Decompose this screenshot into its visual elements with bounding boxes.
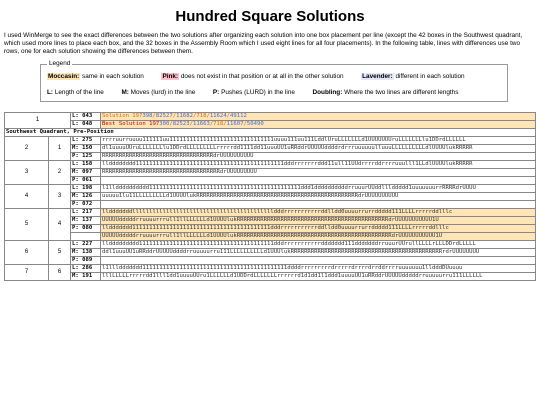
table-row xyxy=(5,201,536,209)
line-label: M: 137 xyxy=(71,217,101,225)
legend-l-text: Length of the line xyxy=(54,89,104,96)
legend-pink-label: Pink: xyxy=(162,73,179,80)
row-number: 6 xyxy=(5,241,49,265)
legend-p-text: Pushes (LURD) in the line xyxy=(221,89,295,96)
table-row xyxy=(5,241,536,249)
move-sequence: UUUUUdddddrruuuurrrull1llLLLLLLd1UUUUlukRRRRRRRRRRRRRRRRRRRRRRRRRRRRRRRRRRRRRRRRRRRRRRdrUUUUUUUUUUU1U xyxy=(101,233,536,241)
move-sequence: lllLLLLLrrrrrdd1lll1dd1uuuuUUru1LLLLLLd1UDDrdLLLLLLLrrrrrrd1d1dd1l1ddd1uuuuUU1uRRddrUUUUUdddddrruuuuurru111LLLLLL xyxy=(101,273,536,281)
intro-paragraph: I used WinMerge to see the exact differences between the two solutions after organizing each solution into one box placement per line (except the 42 boxes in the Southwest quadrant, which used more lines to place each box, and the 32 boxes in the Assembly Room which I used eight lines for all four placements). In the following table, lines with differences use two rows, one for each solution showing the differences between them. xyxy=(4,32,523,55)
line-label: P: 072 xyxy=(71,201,101,209)
table-row xyxy=(5,193,536,201)
table-row xyxy=(5,249,536,257)
table-row xyxy=(5,137,536,145)
line-label: P: 125 xyxy=(71,153,101,161)
page-title: Hundred Square Solutions xyxy=(175,8,365,25)
legend-lavender-label: Lavender: xyxy=(362,73,393,80)
table-row xyxy=(5,225,536,233)
legend-moccasin-text: same in each solution xyxy=(82,73,144,80)
legend-l-key: L: xyxy=(47,89,54,96)
legend-title: Legend xyxy=(49,60,71,67)
legend-doubling-key: Doubling: xyxy=(312,89,343,96)
table-row xyxy=(5,113,536,121)
solution-line: Solution 197398/82527/11682/718/11624/49112 xyxy=(101,113,536,121)
move-sequence: RRRRRRRRRRRRRRRRRRRRRRRRRRRRRRRRRRRdrUUUUUUUUU xyxy=(101,169,536,177)
box-number: 5 xyxy=(49,241,71,265)
move-sequence: llddddddd11111111111111111111111111111111111111111dddrrrrrrrrrrrddlldd0uuuurrurrddddd111LLLLrrrrrddlllc xyxy=(101,225,536,233)
box-number: 4 xyxy=(49,209,71,241)
line-label: M: 097 xyxy=(71,169,101,177)
table-row xyxy=(5,217,536,225)
move-sequence: rrrruurruuuu111111uu1111111111111111111111111111111uuuu111uu111LddlUruLLLLLLLd1UUUUUUUruLLLLLLLlu1DDrdLLLLLL xyxy=(101,137,536,145)
row-number: 4 xyxy=(5,185,49,209)
table-row xyxy=(5,161,536,169)
table-row xyxy=(5,265,536,273)
line-label: L: 043 xyxy=(71,113,101,121)
move-sequence: dl1uuuuUUruLLLLLLLlu1DDrdLLLLLLLLLrrrrrdd1111dd11uuuUU1uRRddrUUUUUddddrdrrruuuuuulluuuLLLLLLLLLLdlUUUUlukRRRRR xyxy=(101,145,536,153)
move-sequence: lldddddddd11111111111111111111111111111111111111111111dddrrrrrrrddd11ull11UUdrrrrddrrrruuulll1LLdlUUUUlukRRRRR xyxy=(101,161,536,169)
box-number: 1 xyxy=(49,137,71,161)
legend-keys-row xyxy=(47,89,458,96)
line-label: L: 217 xyxy=(71,209,101,217)
table-row xyxy=(5,185,536,193)
legend-m-text: Moves (lurd) in the line xyxy=(130,89,196,96)
move-sequence: l1lllddddddd1111111111111111111111111111111111111111111ddddrrrrrrrrrdrrrrrdrrrrdrrddrrrruuuuuuu1lldddDUuuuu xyxy=(101,265,536,273)
legend-box xyxy=(40,60,508,102)
line-label: P: 061 xyxy=(71,177,101,185)
line-label: L: 286 xyxy=(71,265,101,273)
move-sequence: ddl1uuuUU1uRRddrUUUUUddddrruuuuurru111LLLLLLLLLLd1UUUlukRRRRRRRRRRRRRRRRRRRRRRRRRRRRRRRRRRRRRRRRRRRRRrdrUUUUUUUU xyxy=(101,249,536,257)
line-label: P: 080 xyxy=(71,225,101,233)
table-row xyxy=(5,209,536,217)
table-row xyxy=(5,177,536,185)
legend-pink-text: does not exist in that position or at all in the other solution xyxy=(180,73,344,80)
line-label: L: 275 xyxy=(71,137,101,145)
table-row xyxy=(5,145,536,153)
row-number: 3 xyxy=(5,161,49,185)
move-sequence: UUUUUdddddrruuuurrrull1llLLLLLLd1UUUUlukRRRRRRRRRRRRRRRRRRRRRRRRRRRRRRRRRRRRRRRRRRRRRdrUUUUUUUUUUU1U xyxy=(101,217,536,225)
legend-colors-row xyxy=(47,73,465,80)
line-label: L: 198 xyxy=(71,185,101,193)
legend-p-key: P: xyxy=(212,89,220,96)
legend-m-key: M: xyxy=(121,89,129,96)
table-row xyxy=(5,257,536,265)
line-label: L: 048 xyxy=(71,121,101,129)
move-sequence: RRRRRRRRRRRRRRRRRRRRRRRRRRRRRRRRRdrUUUUUUUUUU xyxy=(101,153,536,161)
line-label: L: 158 xyxy=(71,161,101,169)
legend-doubling-text: Where the two lines are different lengths xyxy=(344,89,459,96)
line-label: L: 227 xyxy=(71,241,101,249)
legend-lavender-text: different in each solution xyxy=(395,73,465,80)
row-number: 7 xyxy=(5,265,49,281)
box-number: 2 xyxy=(49,161,71,185)
line-label: M: 191 xyxy=(71,273,101,281)
row-number: 5 xyxy=(5,209,49,241)
move-sequence xyxy=(101,177,536,185)
line-label: M: 126 xyxy=(71,193,101,201)
legend-moccasin-label: Moccasin: xyxy=(48,73,80,80)
line-label: M: 150 xyxy=(71,145,101,153)
line-label: M: 138 xyxy=(71,249,101,257)
section-title: Southwest Quadrant, Pre-Position xyxy=(5,129,536,137)
box-number: 3 xyxy=(49,185,71,209)
move-sequence: llddddddddd1111111111111111111111111111111111111111dddrrrrrrrrrrrddddddd111dddddddrruuurUUrullLLLLrLLLDDrdLLLLL xyxy=(101,241,536,249)
solutions-table xyxy=(4,112,536,281)
section-row xyxy=(5,129,536,137)
table-row xyxy=(5,169,536,177)
box-number: 6 xyxy=(49,265,71,281)
line-label: P: 089 xyxy=(71,257,101,265)
best-solution-line: Best Solution 197300/82523/11663/718/11607/50490 xyxy=(101,121,536,129)
table-row xyxy=(5,153,536,161)
move-sequence xyxy=(101,201,536,209)
header-row-number: 1 xyxy=(5,113,71,129)
table-row xyxy=(5,121,536,129)
move-sequence: uuuuu1lu11LLLLLLLLLd1UUUUlukRRRRRRRRRRRRRRRRRRRRRRRRRRRRRRRRRRRRRRRRRRRRRRRRdrUUUUUUUUUU xyxy=(101,193,536,201)
move-sequence xyxy=(101,257,536,265)
table-row xyxy=(5,233,536,241)
move-sequence: lldddddddlllllllllllllllllllllllllllllllllllllllllldddrrrrrrrrrrrddlldd0uuuurrurrddddd111LLLLrrrrrddlllc xyxy=(101,209,536,217)
move-sequence: l1lldddddddddd111111111111111111111111111111111111111111111ddd1ddddddddddrruuurUUddlllddddd1uuuuuuurrRRRRdrUUUU xyxy=(101,185,536,193)
line-label xyxy=(71,233,101,241)
row-number: 2 xyxy=(5,137,49,161)
table-row xyxy=(5,273,536,281)
